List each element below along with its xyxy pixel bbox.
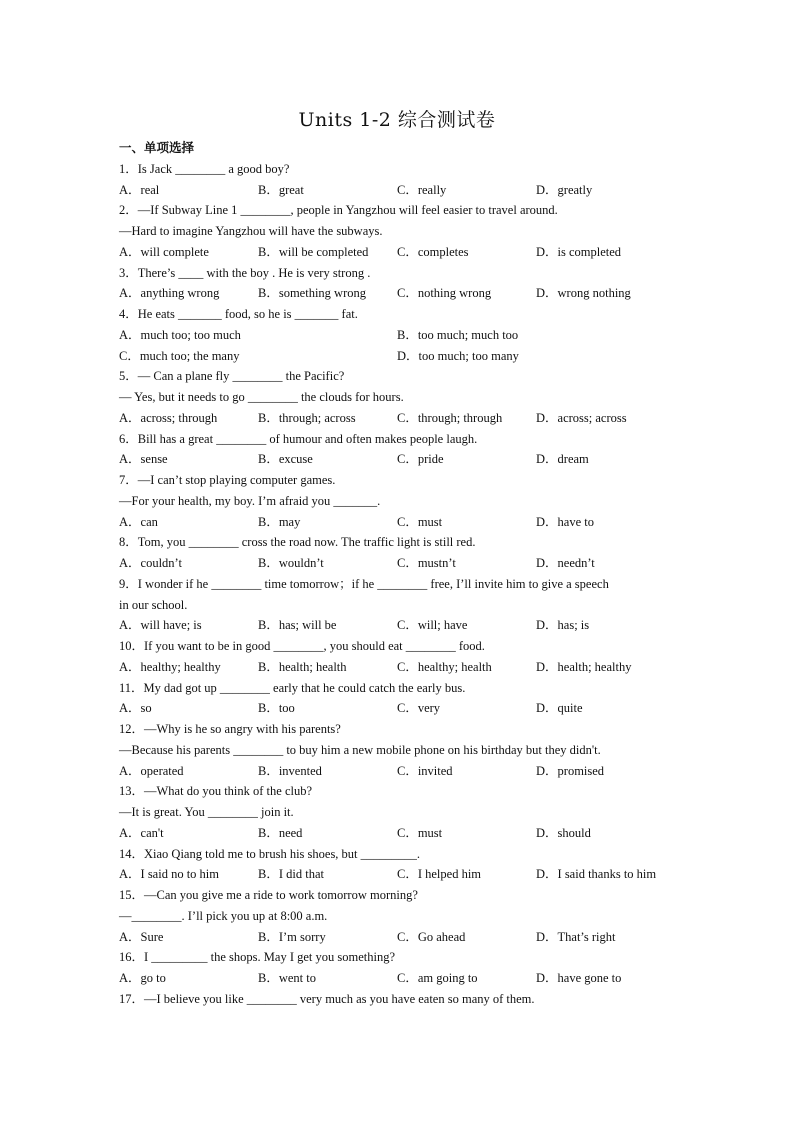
- answer-option: B．something wrong: [258, 286, 366, 301]
- answer-option: A．across; through: [119, 410, 218, 425]
- question-text: 13．—What do you think of the club?: [119, 784, 313, 799]
- question-item: [119, 159, 679, 201]
- answer-option: B．too much; much too: [397, 327, 519, 342]
- options-row: [119, 761, 679, 782]
- answer-option: C．must: [397, 825, 443, 840]
- answer-option: C．am going to: [397, 971, 478, 985]
- question-text: in our school.: [119, 597, 188, 612]
- page-title: Units 1-2 综合测试卷: [298, 109, 496, 131]
- answer-option: D．is completed: [536, 244, 622, 259]
- options-row: [119, 408, 679, 429]
- answer-option: C．really: [397, 182, 447, 197]
- question-text: 2．—If Subway Line 1 ________, people in Yangzhou will feel easier to travel around.: [119, 203, 558, 218]
- question-item: [119, 989, 679, 1010]
- answer-option: A．operated: [119, 763, 184, 778]
- answer-option: A．Sure: [119, 929, 164, 944]
- answer-option: A．sense: [119, 452, 168, 467]
- answer-option: C．Go ahead: [397, 929, 466, 944]
- answer-option: A．can: [119, 514, 158, 529]
- options-row: [119, 512, 679, 533]
- answer-option: A．real: [119, 182, 160, 197]
- answer-option: C．mustn’t: [397, 556, 456, 570]
- answer-option: A．couldn’t: [119, 556, 182, 570]
- question-item: [119, 678, 679, 720]
- question-text: 1．Is Jack ________ a good boy?: [119, 161, 290, 176]
- answer-option: B．too: [258, 701, 295, 716]
- options-row: [119, 615, 679, 636]
- answer-option: D．wrong nothing: [536, 286, 631, 301]
- answer-option: A．anything wrong: [119, 286, 220, 301]
- question-item: [119, 200, 679, 262]
- answer-option: D．have gone to: [536, 971, 622, 985]
- answer-option: C．very: [397, 701, 441, 716]
- question-text: 9．I wonder if he ________ time tomorrow；if he ________ free, I’ll invite him to give a speech: [119, 576, 609, 591]
- answer-option: C．I helped him: [397, 867, 482, 882]
- question-text: 11．My dad got up ________ early that he could catch the early bus.: [119, 680, 466, 695]
- options-row: [119, 823, 679, 844]
- question-text: 15．—Can you give me a ride to work tomorrow morning?: [119, 888, 418, 902]
- question-item: [119, 885, 679, 947]
- options-row: [119, 657, 679, 678]
- answer-option: B．excuse: [258, 452, 313, 467]
- answer-option: B．I’m sorry: [258, 929, 326, 944]
- answer-option: B．wouldn’t: [258, 556, 324, 570]
- answer-option: B．invented: [258, 763, 322, 778]
- answer-option: C．will; have: [397, 618, 468, 633]
- options-row: [119, 553, 679, 574]
- answer-option: C．completes: [397, 244, 469, 259]
- question-text: —For your health, my boy. I’m afraid you _______.: [119, 493, 381, 508]
- question-list: [119, 138, 679, 1010]
- answer-option: D．greatly: [536, 182, 593, 197]
- options-row: [119, 180, 679, 201]
- answer-option: C．much too; the many: [119, 348, 240, 363]
- answer-option: D．needn’t: [536, 556, 595, 570]
- answer-option: D．dream: [536, 452, 589, 467]
- answer-option: C．invited: [397, 763, 453, 778]
- question-text: —Hard to imagine Yangzhou will have the subways.: [119, 224, 383, 238]
- options-row: [119, 968, 679, 989]
- question-text: —________. I’ll pick you up at 8:00 a.m.: [119, 908, 328, 923]
- answer-option: A．will have; is: [119, 618, 202, 633]
- question-item: [119, 366, 679, 428]
- question-text: 16．I _________ the shops. May I get you something?: [119, 950, 396, 965]
- question-item: [119, 470, 679, 532]
- question-text: 4．He eats _______ food, so he is _______ fat.: [119, 307, 358, 321]
- question-text: — Yes, but it needs to go ________ the clouds for hours.: [119, 390, 404, 404]
- question-item: [119, 532, 679, 574]
- answer-option: D．That’s right: [536, 929, 616, 944]
- question-text: 10．If you want to be in good ________, you should eat ________ food.: [119, 639, 485, 653]
- answer-option: B．has; will be: [258, 618, 337, 633]
- question-text: 6．Bill has a great ________ of humour and often makes people laugh.: [119, 431, 478, 446]
- question-item: [119, 263, 679, 305]
- answer-option: C．through; through: [397, 410, 503, 425]
- answer-option: D．has; is: [536, 618, 590, 633]
- question-item: [119, 304, 679, 366]
- answer-option: D．should: [536, 825, 591, 840]
- answer-option: D．promised: [536, 763, 605, 778]
- answer-option: A．I said no to him: [119, 867, 219, 882]
- answer-option: C．must: [397, 514, 443, 529]
- question-text: 17．—I believe you like ________ very much as you have eaten so many of them.: [119, 991, 535, 1006]
- question-item: [119, 844, 679, 886]
- options-row: [119, 449, 679, 470]
- question-text: 14．Xiao Qiang told me to brush his shoes, but _________.: [119, 846, 421, 861]
- question-text: 12．—Why is he so angry with his parents?: [119, 722, 341, 736]
- answer-option: D．health; healthy: [536, 659, 632, 674]
- answer-option: B．health; health: [258, 659, 347, 674]
- options-row: [119, 698, 679, 719]
- answer-option: A．go to: [119, 971, 166, 985]
- question-item: [119, 719, 679, 781]
- question-item: [119, 636, 679, 678]
- answer-option: D．too much; too many: [397, 348, 519, 363]
- answer-option: B．will be completed: [258, 244, 369, 259]
- options-row: [119, 283, 679, 304]
- answer-option: A．will complete: [119, 244, 209, 259]
- question-text: —It is great. You ________ join it.: [119, 805, 294, 819]
- question-text: 3．There’s ____ with the boy . He is very strong .: [119, 265, 371, 280]
- question-item: [119, 781, 679, 843]
- options-row: [119, 864, 679, 885]
- options-row: [119, 242, 679, 263]
- options-row: [119, 346, 679, 367]
- answer-option: B．great: [258, 182, 304, 197]
- answer-option: A．healthy; healthy: [119, 659, 221, 674]
- options-row: [119, 927, 679, 948]
- answer-option: D．across; across: [536, 410, 627, 425]
- answer-option: A．so: [119, 701, 152, 716]
- question-text: 8．Tom, you ________ cross the road now. The traffic light is still red.: [119, 535, 476, 550]
- question-text: 5．— Can a plane fly ________ the Pacific?: [119, 369, 345, 384]
- question-item: [119, 429, 679, 471]
- question-item: [119, 574, 679, 636]
- question-item: [119, 947, 679, 989]
- answer-option: C．healthy; health: [397, 659, 492, 674]
- answer-option: D．I said thanks to him: [536, 867, 657, 882]
- answer-option: B．went to: [258, 971, 316, 985]
- answer-option: A．much too; too much: [119, 327, 241, 342]
- answer-option: B．need: [258, 825, 303, 840]
- answer-option: C．nothing wrong: [397, 286, 492, 301]
- options-row: [119, 325, 679, 346]
- answer-option: D．quite: [536, 701, 583, 716]
- answer-option: B．through; across: [258, 410, 356, 425]
- answer-option: B．may: [258, 514, 301, 529]
- question-text: —Because his parents ________ to buy him a new mobile phone on his birthday but they didn't.: [119, 742, 601, 757]
- answer-option: B．I did that: [258, 867, 324, 882]
- answer-option: D．have to: [536, 514, 594, 529]
- answer-option: C．pride: [397, 452, 444, 467]
- answer-option: A．can't: [119, 825, 164, 840]
- section-heading: 一、单项选择: [119, 140, 195, 155]
- question-text: 7．—I can’t stop playing computer games.: [119, 473, 336, 487]
